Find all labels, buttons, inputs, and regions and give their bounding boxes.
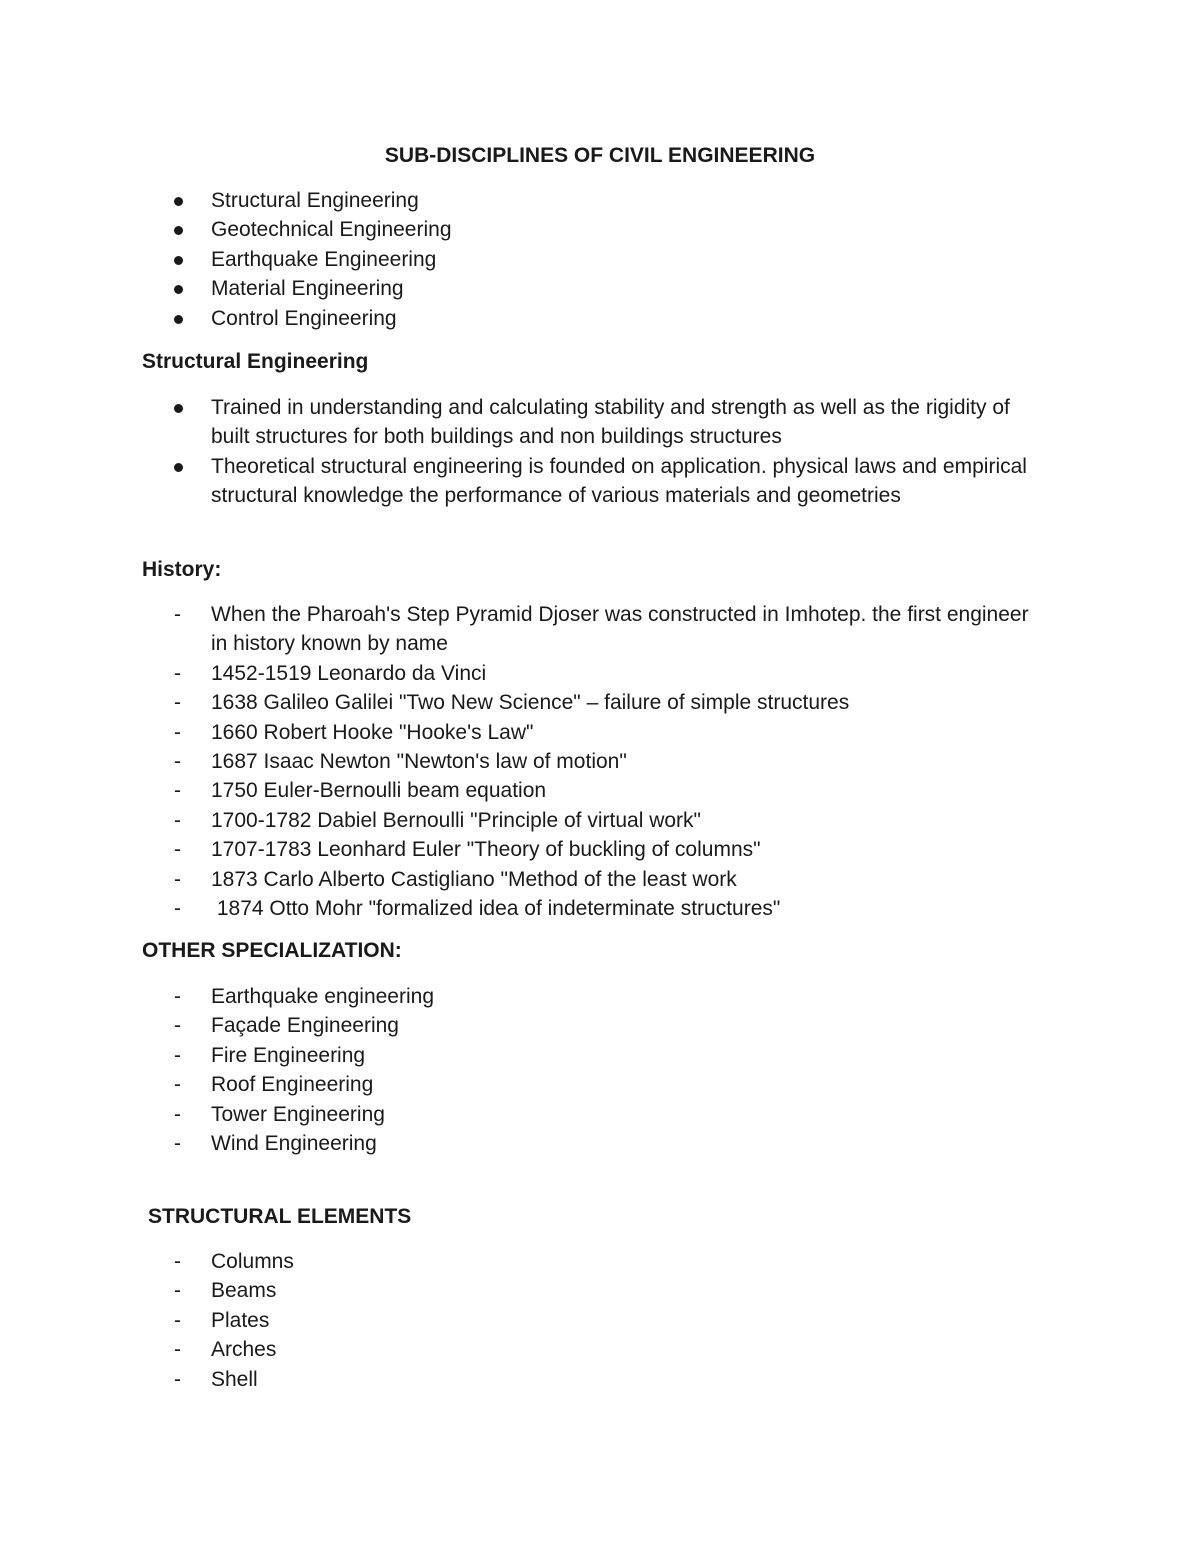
list-item: Geotechnical Engineering — [211, 218, 452, 242]
list-item: - 1874 Otto Mohr "formalized idea of indeterminate structures" — [0, 894, 1041, 923]
list-item: - 1873 Carlo Alberto Castigliano "Method of the least work — [0, 865, 1041, 894]
dash-icon — [174, 600, 194, 629]
document-title: SUB-DISCIPLINES OF CIVIL ENGINEERING — [384, 144, 816, 167]
list-item: - Tower Engineering — [0, 1100, 1041, 1129]
list-item: - 1660 Robert Hooke "Hooke's Law" — [0, 718, 1041, 747]
dash-icon — [174, 865, 194, 894]
other-specialization-list — [0, 982, 1200, 1158]
list-item: - When the Pharoah's Step Pyramid Djoser was constructed in Imhotep. the first engineer in history known by name — [0, 600, 1041, 659]
list-item: Earthquake Engineering — [211, 247, 437, 271]
dash-icon — [174, 894, 194, 923]
dash-icon — [174, 1100, 194, 1129]
list-item: - Columns — [0, 1247, 1041, 1276]
dash-icon — [174, 1070, 194, 1099]
list-item: - Roof Engineering — [0, 1070, 1041, 1099]
dash-icon — [174, 1276, 194, 1305]
dash-icon — [174, 1041, 194, 1070]
dash-icon — [174, 776, 194, 805]
list-item: - Fire Engineering — [0, 1041, 1041, 1070]
dash-icon — [174, 747, 194, 776]
structural-elements-list — [0, 1247, 1200, 1394]
dash-icon — [174, 1129, 194, 1158]
list-item: - Plates — [0, 1306, 1041, 1335]
history-list — [0, 600, 1200, 923]
dash-icon — [174, 718, 194, 747]
list-item: - 1707-1783 Leonhard Euler "Theory of buckling of columns" — [0, 835, 1041, 864]
dash-icon — [174, 1247, 194, 1276]
dash-icon — [174, 835, 194, 864]
dash-icon — [174, 982, 194, 1011]
subdisciplines-list — [0, 186, 1200, 333]
list-item: - Façade Engineering — [0, 1011, 1041, 1040]
dash-icon — [174, 1011, 194, 1040]
dash-icon — [174, 806, 194, 835]
dash-icon — [174, 1335, 194, 1364]
list-item: - 1700-1782 Dabiel Bernoulli "Principle of virtual work" — [0, 806, 1041, 835]
list-item: Trained in understanding and calculating stability and strength as well as the rigidity of built structures for both buildings and non buildings structures — [211, 396, 1010, 449]
dash-icon — [174, 1365, 194, 1394]
list-item: - Wind Engineering — [0, 1129, 1041, 1158]
dash-icon — [174, 659, 194, 688]
list-item: Theoretical structural engineering is founded on application. physical laws and empirical structural knowledge the performance of various materials and geometries — [211, 454, 1027, 508]
history-heading: History: — [142, 558, 222, 581]
list-item: - Arches — [0, 1335, 1041, 1364]
list-item: Material Engineering — [211, 277, 404, 301]
list-item: Control Engineering — [211, 306, 397, 330]
list-item: - Earthquake engineering — [0, 982, 1041, 1011]
dash-icon — [174, 1306, 194, 1335]
list-item: Structural Engineering — [211, 189, 419, 212]
list-item: - 1452-1519 Leonardo da Vinci — [0, 659, 1041, 688]
dash-icon — [174, 688, 194, 717]
list-item: - 1638 Galileo Galilei "Two New Science" – failure of simple structures — [0, 688, 1041, 717]
structural-points-list — [0, 393, 1200, 511]
list-item: - Shell — [0, 1365, 1041, 1394]
list-item: - 1687 Isaac Newton "Newton's law of motion" — [0, 747, 1041, 776]
structural-elements-heading: STRUCTURAL ELEMENTS — [148, 1205, 412, 1228]
list-item: - 1750 Euler-Bernoulli beam equation — [0, 776, 1041, 805]
other-specialization-heading: OTHER SPECIALIZATION: — [142, 939, 402, 962]
list-item: - Beams — [0, 1276, 1041, 1305]
structural-heading: Structural Engineering — [142, 350, 369, 373]
